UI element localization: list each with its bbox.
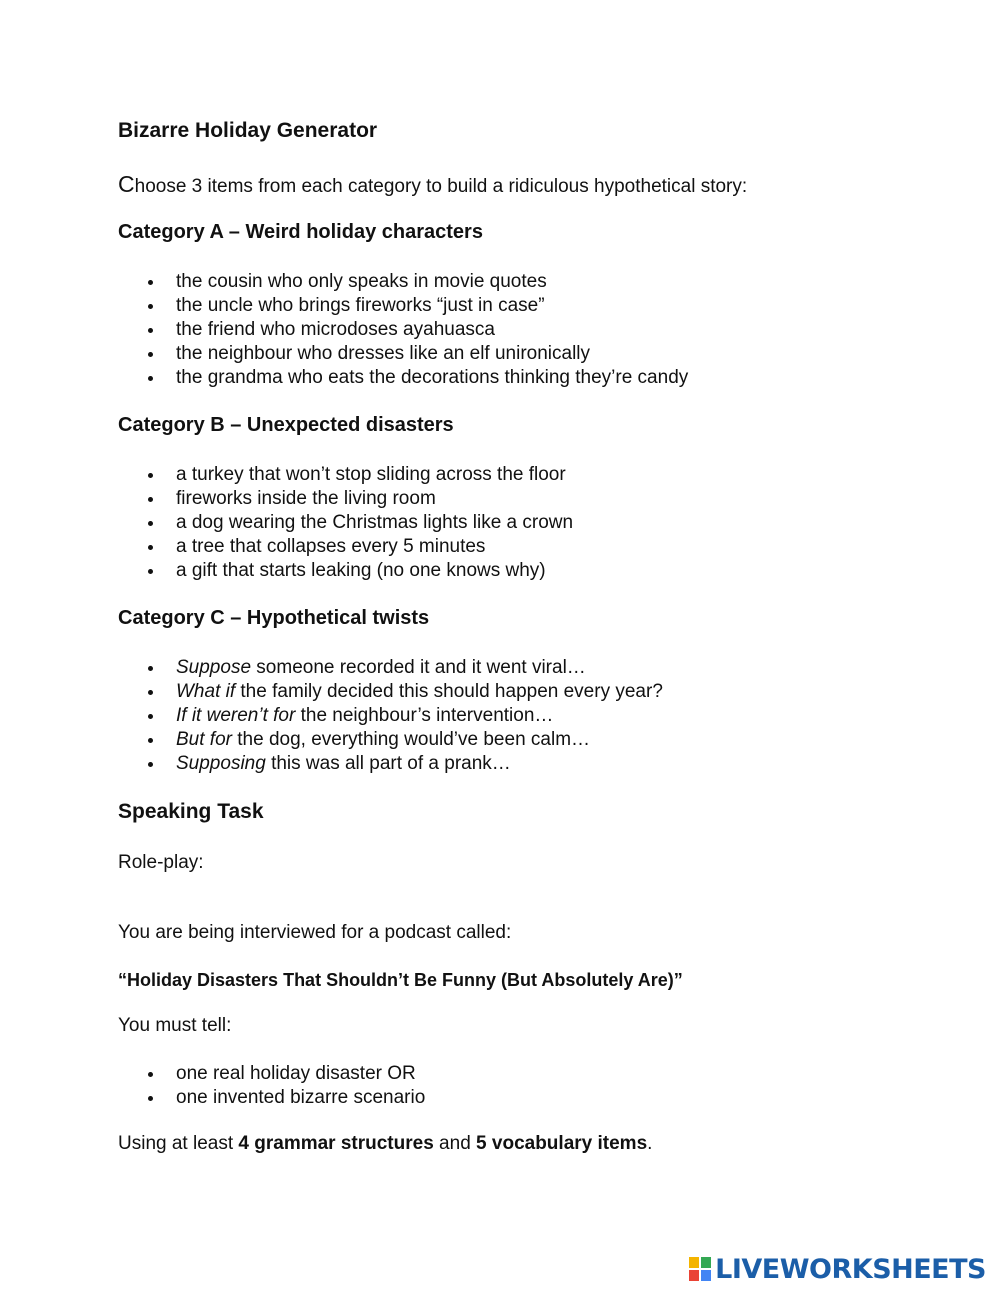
- intro-drop-letter: C: [118, 171, 135, 197]
- requirement-grammar: 4 grammar structures: [238, 1133, 434, 1154]
- twist-keyword: Suppose: [176, 657, 252, 678]
- must-tell-text: You must tell:: [118, 1015, 232, 1036]
- liveworksheets-logo: [689, 1254, 986, 1284]
- twist-keyword: But for: [176, 729, 232, 750]
- list-item: [118, 752, 663, 776]
- requirement-vocab: 5 vocabulary items: [476, 1133, 648, 1154]
- twist-keyword: If it weren’t for: [176, 705, 296, 726]
- category-b-heading: Category B – Unexpected disasters: [118, 414, 454, 436]
- category-a-heading: Category A – Weird holiday characters: [118, 221, 483, 243]
- twist-text: someone recorded it and it went viral…: [251, 657, 586, 678]
- requirement-prefix: Using at least: [118, 1133, 239, 1154]
- list-item: the uncle who brings fireworks “just in case”: [118, 294, 688, 318]
- requirement-suffix: .: [647, 1133, 653, 1154]
- requirement-middle: and: [433, 1133, 477, 1154]
- list-item: a tree that collapses every 5 minutes: [118, 535, 573, 559]
- list-item: the neighbour who dresses like an elf unironically: [118, 342, 688, 366]
- list-item: a turkey that won’t stop sliding across the floor: [118, 463, 573, 487]
- list-item: the friend who microdoses ayahuasca: [118, 318, 688, 342]
- twist-text: this was all part of a prank…: [265, 753, 511, 774]
- category-b-list: [118, 463, 573, 583]
- twist-keyword: What if: [176, 681, 236, 702]
- twist-text: the family decided this should happen every year?: [235, 681, 663, 702]
- list-item: the cousin who only speaks in movie quotes: [118, 270, 688, 294]
- twist-text: the dog, everything would’ve been calm…: [231, 729, 591, 750]
- list-item: one invented bizarre scenario: [118, 1086, 425, 1110]
- page-title: Bizarre Holiday Generator: [118, 119, 378, 142]
- requirement-text: [118, 1133, 652, 1155]
- list-item: [118, 704, 663, 728]
- twist-text: the neighbour’s intervention…: [295, 705, 554, 726]
- roleplay-label: Role-play:: [118, 852, 204, 873]
- twist-keyword: Supposing: [176, 753, 266, 774]
- list-item: fireworks inside the living room: [118, 487, 573, 511]
- list-item: [118, 656, 663, 680]
- list-item: [118, 728, 663, 752]
- intro-rest: hoose 3 items from each category to build a ridiculous hypothetical story:: [134, 176, 748, 197]
- category-c-list: [118, 656, 663, 776]
- speaking-options-list: [118, 1062, 425, 1110]
- speaking-task-heading: Speaking Task: [118, 800, 264, 823]
- list-item: a dog wearing the Christmas lights like a crown: [118, 511, 573, 535]
- intro-text: [118, 171, 747, 198]
- logo-text: LIVEWORKSHEETS: [715, 1253, 986, 1285]
- podcast-title: “Holiday Disasters That Shouldn’t Be Funny (But Absolutely Are)”: [118, 970, 683, 990]
- list-item: a gift that starts leaking (no one knows why): [118, 559, 573, 583]
- list-item: [118, 680, 663, 704]
- interview-text: You are being interviewed for a podcast called:: [118, 922, 512, 943]
- list-item: the grandma who eats the decorations thinking they’re candy: [118, 366, 688, 390]
- category-c-heading: Category C – Hypothetical twists: [118, 607, 430, 629]
- liveworksheets-logo-icon: [689, 1257, 711, 1281]
- category-a-list: [118, 270, 688, 390]
- list-item: one real holiday disaster OR: [118, 1062, 425, 1086]
